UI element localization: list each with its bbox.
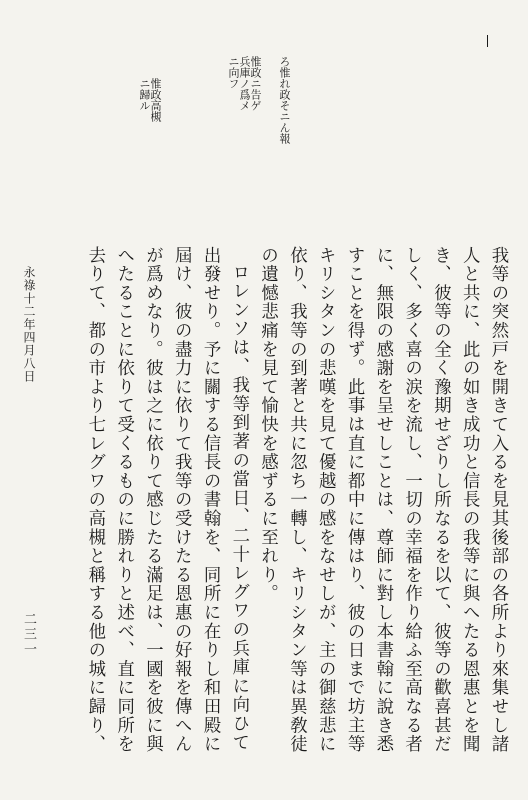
paragraph-1: 我等の突然戸を開きて入るを見其後部の各所より來集せし諸人と共に、此の如き成功と信長の我等に與へたる恩惠とを聞き、彼等の全く豫期せざりし所なるを以て、彼等の歡喜甚だしく、多く喜の涙を流し、一切の幸福を作り給ふ至高なる者に、無限の感謝を呈せしことは、尊師に對し本書翰に說き悉すことを得ず。此事は直に都中に傳はり、彼の日まで坊主等キリシタンの悲嘆を見て優越の感をなせしが、主の御慈悲に依り、我等の到著と共に忽ち一轉し、キリシタン等は異敎徒の遺憾悲痛を見て愉快を感ずるに至れり。 [257,246,508,754]
marginal-note-2-line-1: 惟政ニ告ゲ [249,56,262,111]
body-text [80,246,512,756]
marginal-note-2 [228,56,261,136]
page-number: 二三一 [21,612,36,657]
letter-date: 永祿十二年四月八日 [22,266,36,383]
marginal-note-2-line-3: ニ向フ [227,56,240,89]
paragraph-2: ロレンソは、我等到著の當日、二十レグワの兵庫に向ひて出發せり。予に關する信長の書翰を、同所に在りし和田殿に屆け、彼の盡力に依りて我等の受けたる恩惠の好報を傳へんが爲めなり。彼は之に依りて感じたる滿足は、一國を彼に與へたることに依りて受くるものに勝れりと述べ、直に同所を去りて、都の市より七レグワの高槻と稱する他の城に歸り、 [84,246,249,754]
header-rule [487,35,488,47]
marginal-note-2-line-2: 兵庫ノ爲メ [238,56,251,111]
marginal-note-3-line-2: ニ歸ル [138,78,151,111]
marginal-note-3 [139,78,161,138]
marginal-note-3-line-1: 惟政高槻 [149,78,162,122]
marginal-note-1: ろ惟れ政そニん報 [278,56,291,144]
